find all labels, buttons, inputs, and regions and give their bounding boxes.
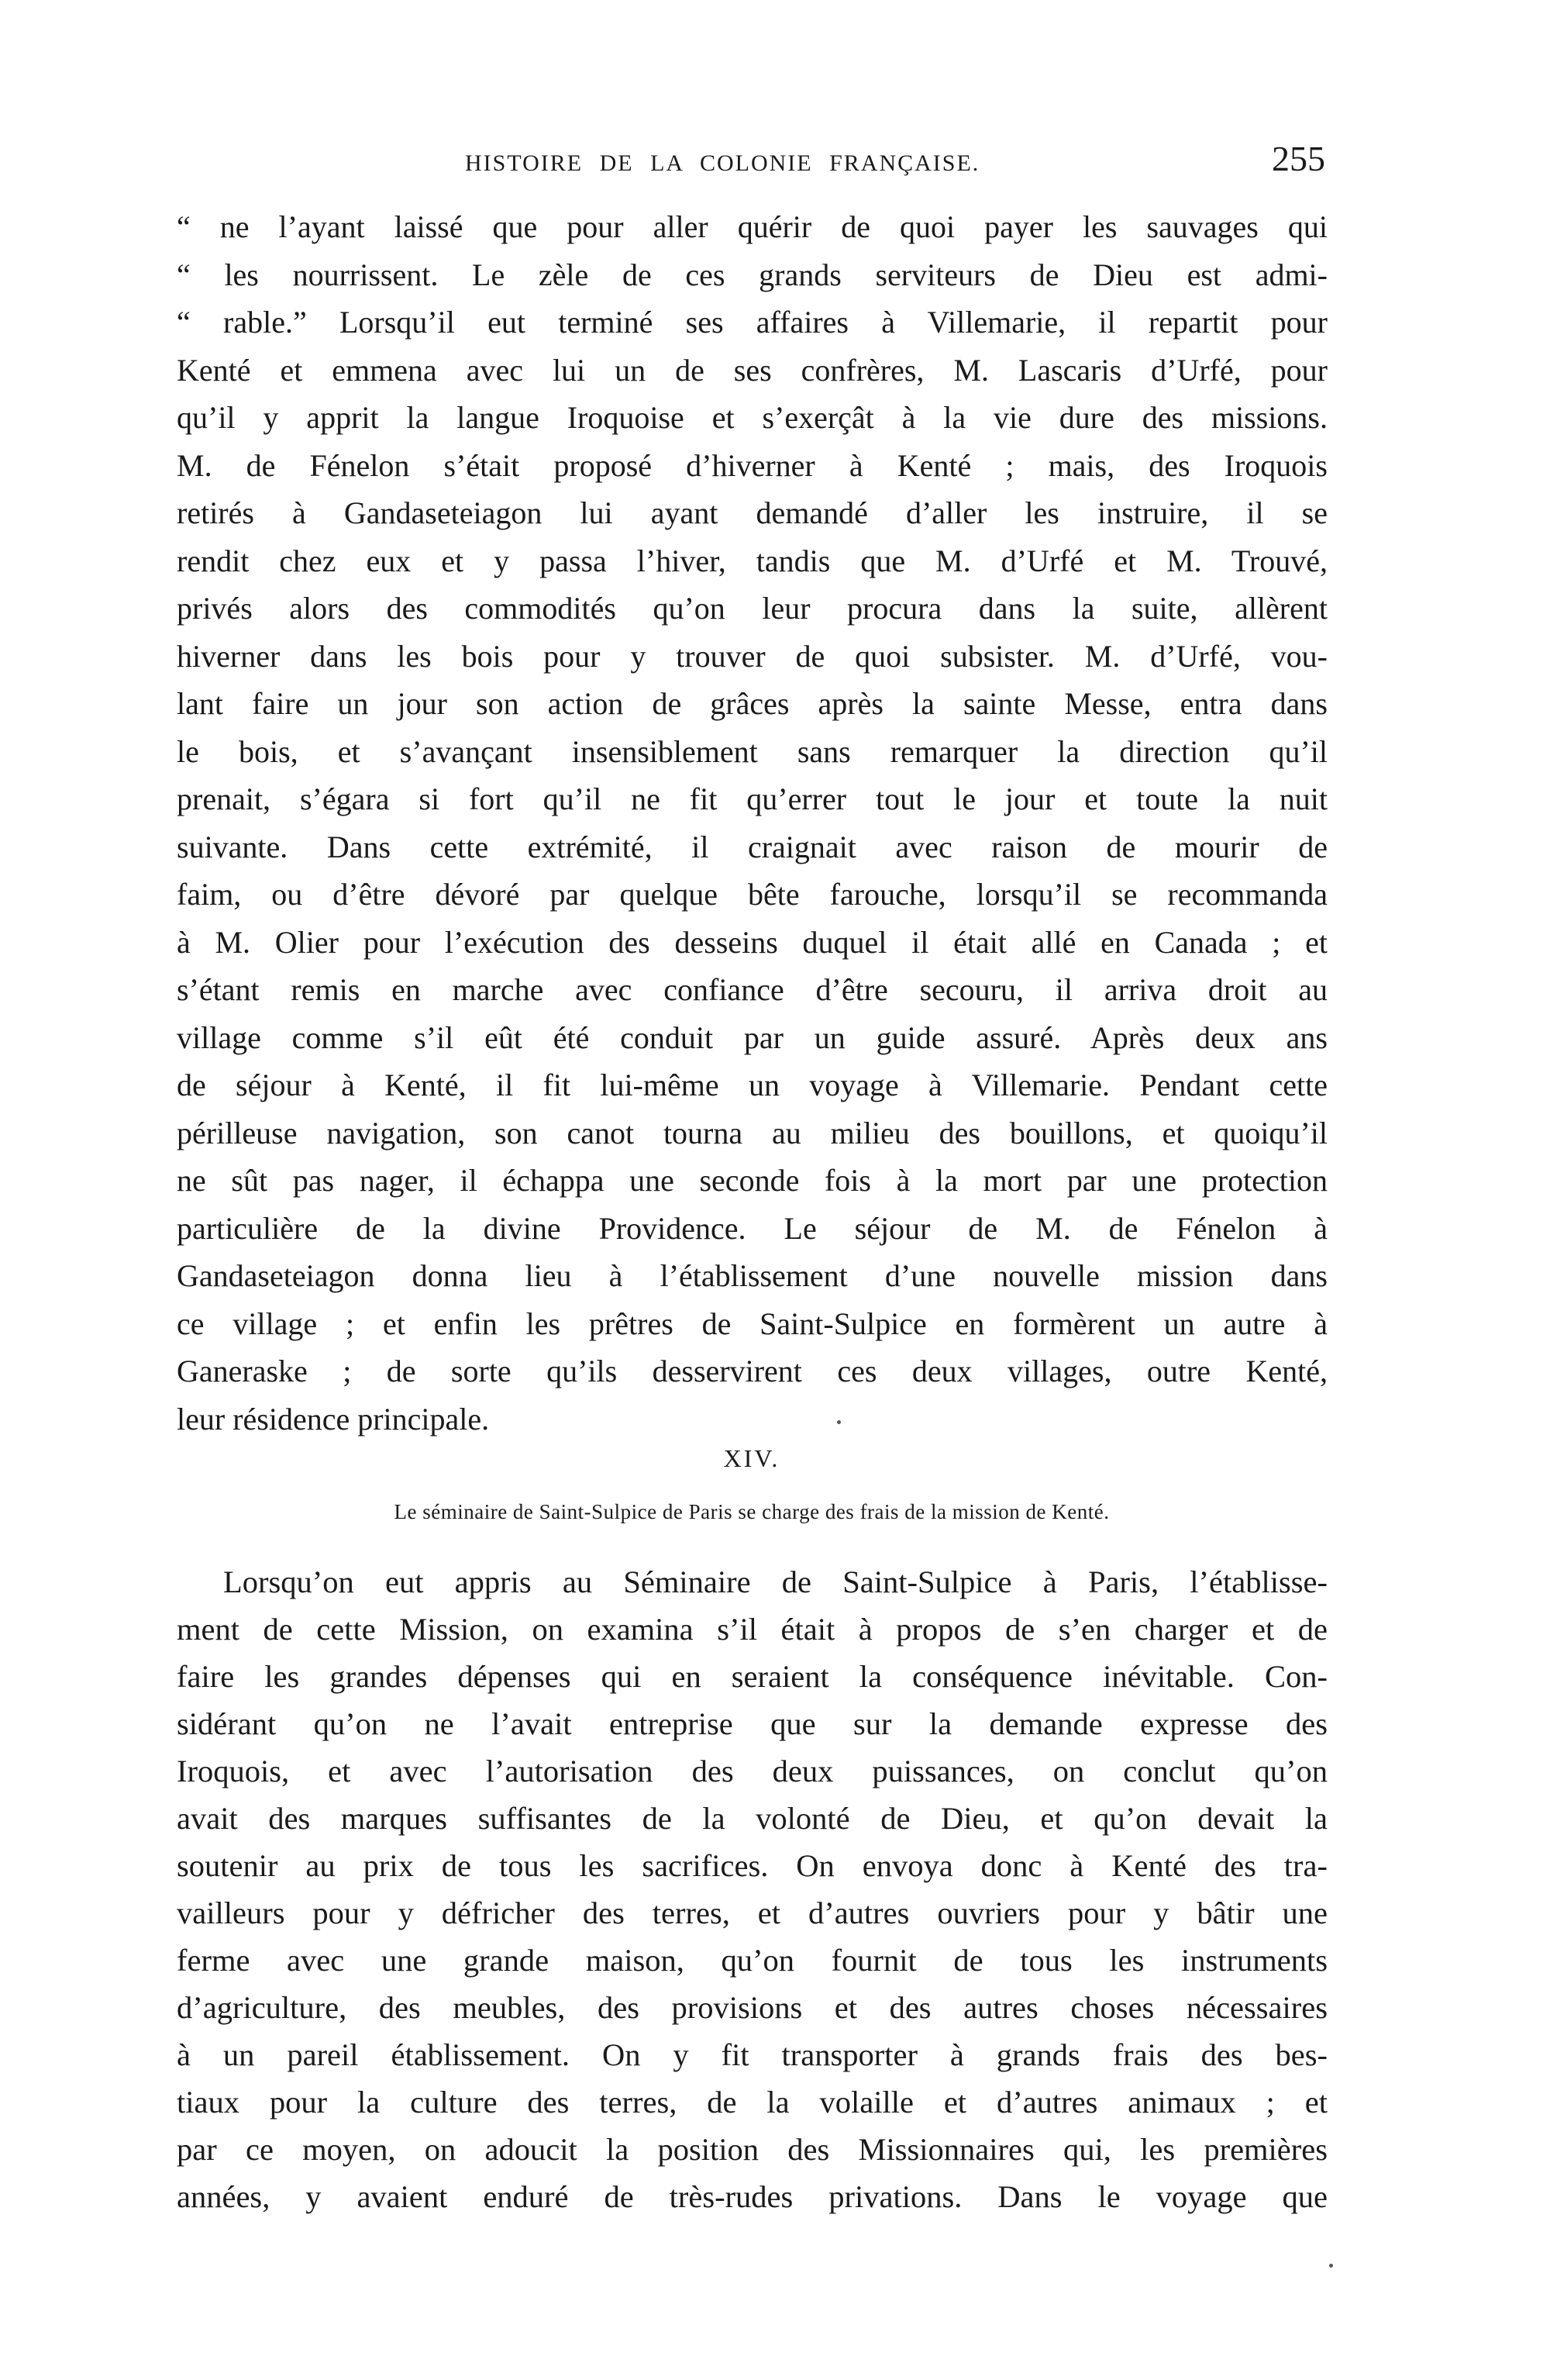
text-line: Iroquois, et avec l’autorisation des deux puissances, on conclut qu’on [177, 1754, 1328, 1788]
text-line: de séjour à Kenté, il fit lui-même un voyage à Villemarie. Pendant cette [177, 1068, 1328, 1102]
text-line: sidérant qu’on ne l’avait entreprise que sur la demande expresse des [177, 1706, 1328, 1741]
text-line: ferme avec une grande maison, qu’on fournit de tous les instruments [177, 1943, 1328, 1978]
body-text-part-1 [177, 203, 1328, 1443]
print-speck [1329, 2264, 1333, 2268]
section-number: XIV. [723, 1444, 780, 1472]
print-speck [837, 1420, 841, 1424]
text-line: soutenir au prix de tous les sacrifices. On envoya donc à Kenté des tra- [177, 1848, 1328, 1883]
text-line: hiverner dans les bois pour y trouver de quoi subsister. M. d’Urfé, vou- [177, 638, 1328, 674]
text-line: périlleuse navigation, son canot tourna au milieu des bouillons, et quoiqu’il [177, 1115, 1328, 1150]
text-line: à un pareil établissement. On y fit transporter à grands frais des bes- [177, 2037, 1328, 2072]
text-line: ment de cette Mission, on examina s’il était à propos de s’en charger et de [177, 1612, 1328, 1647]
text-line: village comme s’il eût été conduit par un guide assuré. Après deux ans [177, 1019, 1328, 1055]
page-number: 255 [1272, 139, 1325, 178]
text-line: s’étant remis en marche avec confiance d’être secouru, il arriva droit au [177, 972, 1328, 1007]
running-head [465, 138, 1325, 185]
text-line: suivante. Dans cette extrémité, il craignait avec raison de mourir de [177, 829, 1328, 864]
text-line: Gandaseteiagon donna lieu à l’établissement d’une nouvelle mission dans [177, 1258, 1328, 1293]
text-line: Lorsqu’on eut appris au Séminaire de Saint-Sulpice à Paris, l’établisse- [223, 1564, 1328, 1599]
text-line: rendit chez eux et y passa l’hiver, tandis que M. d’Urfé et M. Trouvé, [177, 543, 1328, 578]
text-line: tiaux pour la culture des terres, de la volaille et d’autres animaux ; et [177, 2085, 1328, 2120]
text-line: avait des marques suffisantes de la volonté de Dieu, et qu’on devait la [177, 1801, 1328, 1836]
section-summary: Le séminaire de Saint-Sulpice de Paris se charge des frais de la mission de Kenté. [394, 1500, 1110, 1523]
text-line: à M. Olier pour l’exécution des desseins duquel il était allé en Canada ; et [177, 924, 1328, 960]
body-text-part-2 [177, 1558, 1328, 2220]
text-line: faire les grandes dépenses qui en seraient la conséquence inévitable. Con- [177, 1659, 1328, 1694]
text-line: retirés à Gandaseteiagon lui ayant demandé d’aller les instruire, il se [177, 495, 1328, 530]
text-line: “ rable.” Lorsqu’il eut terminé ses affaires à Villemarie, il repartit pour [177, 305, 1328, 340]
text-line: Kenté et emmena avec lui un de ses confrères, M. Lascaris d’Urfé, pour [177, 352, 1328, 388]
text-line: “ ne l’ayant laissé que pour aller quérir de quoi payer les sauvages qui [177, 209, 1328, 244]
text-line: lant faire un jour son action de grâces après la sainte Messe, entra dans [177, 686, 1328, 721]
text-line: privés alors des commodités qu’on leur procura dans la suite, allèrent [177, 591, 1328, 626]
text-line: le bois, et s’avançant insensiblement sans remarquer la direction qu’il [177, 733, 1328, 769]
text-line: ce village ; et enfin les prêtres de Saint-Sulpice en formèrent un autre à [177, 1306, 1328, 1341]
text-line: années, y avaient enduré de très-rudes privations. Dans le voyage que [177, 2179, 1328, 2214]
text-line: faim, ou d’être dévoré par quelque bête farouche, lorsqu’il se recommanda [177, 877, 1328, 912]
text-line: prenait, s’égara si fort qu’il ne fit qu’errer tout le jour et toute la nuit [177, 781, 1328, 816]
text-line: leur résidence principale. [177, 1401, 490, 1437]
text-line: ne sût pas nager, il échappa une seconde fois à la mort par une protection [177, 1163, 1328, 1198]
text-line: “ les nourrissent. Le zèle de ces grands serviteurs de Dieu est admi- [177, 257, 1328, 292]
text-line: d’agriculture, des meubles, des provisions et des autres choses nécessaires [177, 1990, 1328, 2025]
text-line: M. de Fénelon s’était proposé d’hiverner à Kenté ; mais, des Iroquois [177, 447, 1328, 483]
text-line: qu’il y apprit la langue Iroquoise et s’exerçât à la vie dure des missions. [177, 400, 1328, 435]
text-line: particulière de la divine Providence. Le séjour de M. de Fénelon à [177, 1210, 1328, 1246]
text-line: vailleurs pour y défricher des terres, et d’autres ouvriers pour y bâtir une [177, 1895, 1328, 1930]
running-title: HISTOIRE DE LA COLONIE FRANÇAISE. [465, 150, 980, 176]
text-line: par ce moyen, on adoucit la position des Missionnaires qui, les premières [177, 2132, 1328, 2167]
text-line: Ganeraske ; de sorte qu’ils desservirent ces deux villages, outre Kenté, [177, 1354, 1328, 1388]
